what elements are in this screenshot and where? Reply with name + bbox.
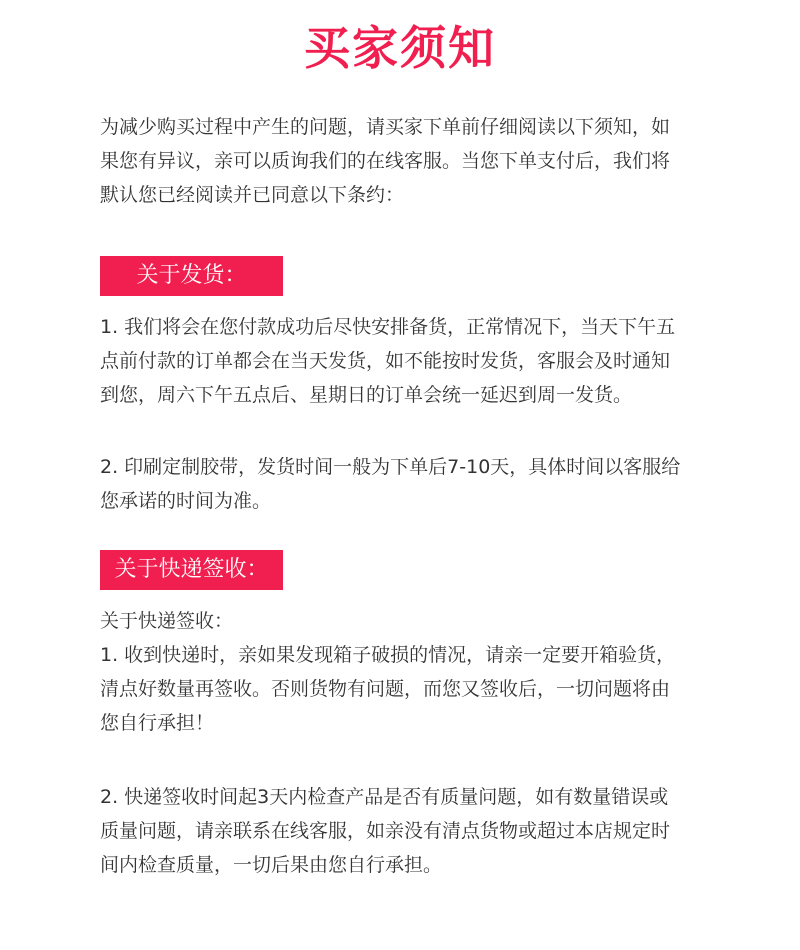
delivery-lead — [100, 604, 710, 638]
intro-paragraph — [100, 110, 710, 212]
delivery-item-line: 您自行承担！ — [100, 712, 215, 734]
intro-line: 默认您已经阅读并已同意以下条约： — [100, 184, 405, 206]
section-badge-delivery: 关于快递签收： — [100, 550, 283, 590]
intro-line: 果您有异议，亲可以质询我们的在线客服。当您下单支付后，我们将 — [100, 150, 671, 172]
delivery-item-line: 间内检查质量，一切后果由您自行承担。 — [100, 854, 443, 876]
page-title: 买家须知 — [304, 21, 496, 75]
section-badge-shipping: 关于发货： — [100, 256, 283, 296]
shipping-item-1 — [100, 310, 710, 412]
delivery-item-line: 1. 收到快递时，亲如果发现箱子破损的情况，请亲一定要开箱验货， — [100, 644, 676, 666]
delivery-item-2 — [100, 780, 710, 882]
shipping-item-line: 1. 我们将会在您付款成功后尽快安排备货，正常情况下，当天下午五 — [100, 316, 676, 338]
delivery-item-1 — [100, 638, 710, 740]
delivery-item-line: 2. 快递签收时间起3天内检查产品是否有质量问题，如有数量错误或 — [100, 786, 669, 808]
shipping-item-line: 点前付款的订单都会在当天发货，如不能按时发货，客服会及时通知 — [100, 350, 671, 372]
delivery-lead-line: 关于快递签收： — [100, 610, 234, 632]
shipping-item-2 — [100, 450, 710, 518]
shipping-item-line: 到您，周六下午五点后、星期日的订单会统一延迟到周一发货。 — [100, 384, 633, 406]
shipping-item-line: 您承诺的时间为准。 — [100, 490, 272, 512]
shipping-item-line: 2. 印刷定制胶带，发货时间一般为下单后7-10天，具体时间以客服给 — [100, 456, 681, 478]
intro-line: 为减少购买过程中产生的问题，请买家下单前仔细阅读以下须知，如 — [100, 116, 671, 138]
delivery-item-line: 清点好数量再签收。否则货物有问题，而您又签收后，一切问题将由 — [100, 678, 671, 700]
delivery-item-line: 质量问题，请亲联系在线客服，如亲没有清点货物或超过本店规定时 — [100, 820, 671, 842]
